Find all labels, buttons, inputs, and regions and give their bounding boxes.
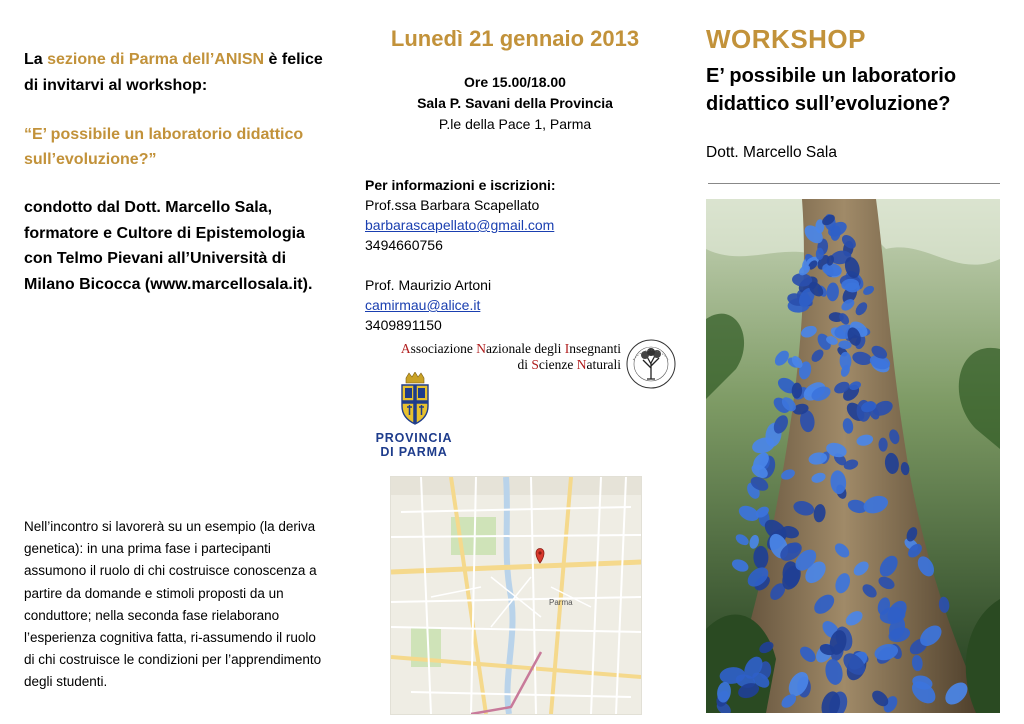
section-name: sezione di Parma dell’ANISN	[47, 51, 265, 68]
province-name	[359, 431, 469, 459]
assoc-l2a: di	[517, 357, 532, 372]
city-map	[390, 476, 642, 715]
event-room: Sala P. Savani della Provincia	[417, 95, 613, 111]
intro-prefix: La	[24, 51, 48, 68]
venue-block	[345, 72, 685, 135]
cover-column	[690, 0, 1024, 724]
assoc-l1c: nsegnanti	[569, 341, 621, 356]
contact2-name: Prof. Maurizio Artoni	[365, 277, 492, 293]
assoc-l1a: ssociazione	[410, 341, 477, 356]
association-name	[359, 341, 621, 373]
province-logo	[359, 372, 469, 462]
province-line1: PROVINCIA	[375, 431, 453, 445]
workshop-speaker: Dott. Marcello Sala	[706, 144, 837, 161]
association-seal-icon	[625, 338, 677, 390]
association-line1: Associazione Nazionale degli Insegnanti	[400, 341, 621, 356]
invitation-column	[0, 0, 340, 724]
divider	[708, 183, 1000, 184]
butterfly-tree-photo	[706, 199, 1000, 713]
details-column	[345, 0, 685, 724]
info-heading: Per informazioni e iscrizioni:	[365, 177, 556, 193]
contact1-name: Prof.ssa Barbara Scapellato	[365, 197, 540, 213]
butterfly-tree-image	[706, 199, 1000, 713]
assoc-l2c: aturali	[586, 357, 621, 372]
map-graphic	[391, 477, 641, 714]
province-line2: DI PARMA	[380, 445, 448, 459]
workshop-quote: “E’ possibile un laboratorio didattico sull’evoluzione?”	[24, 126, 304, 168]
intro-suffix: è felice di invitarvi al workshop:	[24, 51, 323, 94]
workshop-question: E’ possibile un laboratorio didattico sull’evoluzione?	[706, 65, 957, 115]
assoc-l2b: cienze	[538, 357, 577, 372]
association-line2: di Scienze Naturali	[517, 357, 621, 372]
contact2-email-link[interactable]: camirmau@alice.it	[365, 297, 481, 313]
map-city-label: Parma	[549, 598, 573, 607]
workshop-description: Nell’incontro si lavorerà su un esempio (la deriva genetica): in una prima fase i partecipanti assumono il ruolo di chi costruisce conoscenza a partire da domande e stimoli proposti da un conduttore; nella seconda fase rielaborano l’esperienza cognitiva fatta, ri-assumendo il ruolo di chi costruisce le condizioni per l’apprendimento degli studenti.	[24, 519, 322, 690]
invitation-intro	[24, 47, 324, 99]
speaker-description: condotto dal Dott. Marcello Sala, formatore e Cultore di Epistemologia con Telmo Pievani all’Università di Milano Bicocca (www.marcellosala.it).	[24, 199, 313, 293]
contact1-email-link[interactable]: barbarascapellato@gmail.com	[365, 217, 555, 233]
workshop-title: WORKSHOP	[706, 24, 866, 54]
contact2-phone: 3409891150	[365, 317, 442, 333]
contact-info	[365, 175, 675, 335]
contact1-phone: 3494660756	[365, 237, 443, 253]
event-address: P.le della Pace 1, Parma	[438, 116, 592, 132]
event-time: Ore 15.00/18.00	[464, 74, 566, 90]
province-crest-icon	[397, 372, 433, 426]
event-date: Lunedì 21 gennaio 2013	[390, 26, 640, 51]
assoc-l1b: azionale degli	[486, 341, 565, 356]
